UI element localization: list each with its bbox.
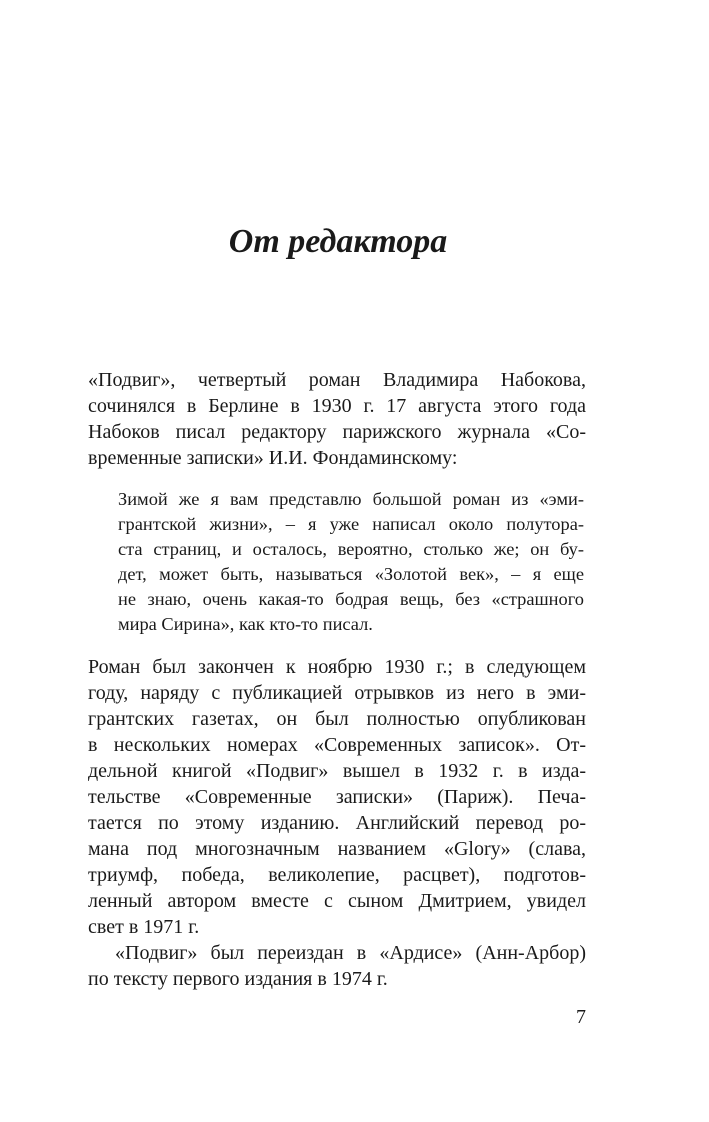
quote-line: мира Сирина», как кто-то писал. [118, 614, 373, 634]
paragraph2-line: свет в 1971 г. [88, 916, 200, 938]
quote-line: Зимой же я вам представлю большой роман из «эми- [118, 489, 584, 509]
paragraph2-line: ленный автором вместе с сыном Дмитрием, увидел [88, 890, 586, 912]
paragraph1-line: «Подвиг», четвертый роман Владимира Набокова, [88, 369, 586, 391]
paragraph2-line: тается по этому изданию. Английский перевод ро- [88, 812, 586, 834]
paragraph2-line: грантских газетах, он был полностью опубликован [88, 708, 586, 730]
paragraph1-line: сочинялся в Берлине в 1930 г. 17 августа этого года [88, 395, 586, 417]
paragraph2-line: триумф, победа, великолепие, расцвет), подготов- [88, 864, 586, 886]
page-number: 7 [576, 1006, 586, 1028]
paragraph2-line: мана под многозначным названием «Glory» (слава, [88, 838, 586, 860]
paragraph1-line: Набоков писал редактору парижского журнала «Со- [88, 421, 586, 443]
paragraph1-line: временные записки» И.И. Фондаминскому: [88, 447, 458, 469]
paragraph2-line: дельной книгой «Подвиг» вышел в 1932 г. в изда- [88, 760, 586, 782]
paragraph3-line: по тексту первого издания в 1974 г. [88, 968, 388, 990]
paragraph2-line: тельстве «Современные записки» (Париж). Печа- [88, 786, 586, 808]
quote-line: не знаю, очень какая-то бодрая вещь, без «страшного [118, 589, 584, 609]
page-title: От редактора [228, 223, 448, 260]
paragraph2-line: Роман был закончен к ноябрю 1930 г.; в следующем [88, 656, 586, 678]
quote-line: грантской жизни», – я уже написал около полутора- [118, 514, 584, 534]
paragraph3-line: «Подвиг» был переиздан в «Ардисе» (Анн-Арбор) [115, 942, 586, 964]
quote-line: дет, может быть, называться «Золотой век», – я еще [118, 564, 584, 584]
paragraph2-line: в нескольких номерах «Современных записок». От- [88, 734, 586, 756]
quote-line: ста страниц, и осталось, вероятно, столько же; он бу- [118, 539, 584, 559]
paragraph2-line: году, наряду с публикацией отрывков из него в эми- [88, 682, 586, 704]
